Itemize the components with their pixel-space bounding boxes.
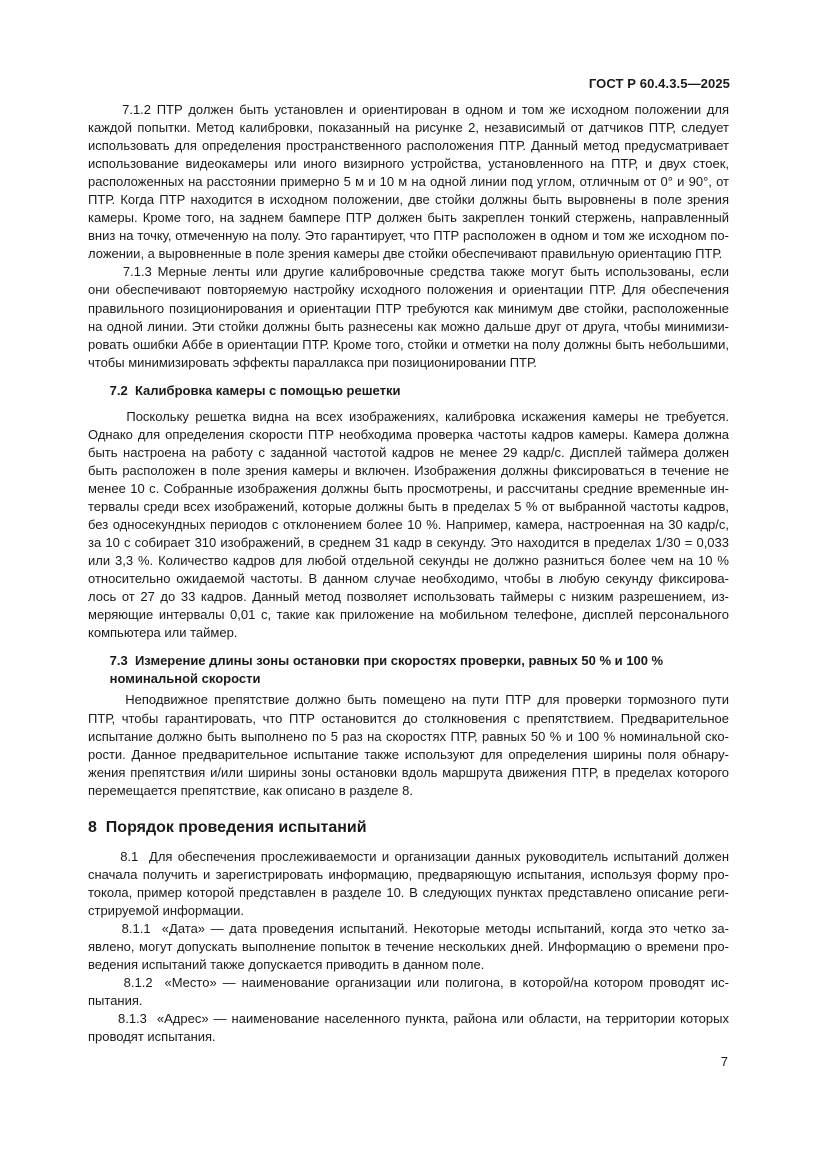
text-line: ложении, а выровненные в поле зрения камеры две стойки обеспечивают правильную ориентацию ПТР. xyxy=(88,246,723,262)
text-line: Неподвижное препятствие должно быть помещено на пути ПТР для проверки тормозного пути xyxy=(88,692,729,708)
heading-line: номинальной скорости xyxy=(88,671,261,687)
text-line: меряющие интервалы 0,01 с, такие как приложение на мобильном телефоне, дисплей персонального xyxy=(88,607,729,623)
text-line: Однако для определения скорости ПТР необходима проверка частоты кадров камеры. Камера должна xyxy=(88,426,729,442)
paragraph-p72 xyxy=(88,408,729,643)
paragraph-p813 xyxy=(88,1010,729,1046)
text-line: без односекундных периодов с отклонением более 10 %. Например, камера, настроенная на 30 кадр/с, xyxy=(88,517,729,533)
text-line: явлено, могут допускать выполнение попыток в течение нескольких дней. Информацию о времени про- xyxy=(88,938,729,954)
page-body xyxy=(88,101,729,1046)
text-line: жения препятствия и/или ширины зоны остановки вдоль маршрута движения ПТР, в пределах которого xyxy=(88,764,729,780)
heading-line: 7.2 Калибровка камеры с помощью решетки xyxy=(88,382,401,398)
text-line: испытание должно быть выполнено по 5 раз на скоростях ПТР, равных 50 % и 100 % номинальной ско- xyxy=(88,728,729,744)
text-line: 7.1.3 Мерные ленты или другие калибровочные средства также могут быть использованы, если xyxy=(88,264,729,280)
text-line: менее 10 с. Собранные изображения должны быть просмотрены, и рассчитаны средние временные ин- xyxy=(88,480,729,496)
text-line: быть расположен в поле зрения камеры и включен. Изображения должны фиксироваться в течение не xyxy=(88,462,729,478)
text-line: стрируемой информации. xyxy=(88,902,244,918)
text-line: ПТР. Когда ПТР находится в исходном положении, две стойки должны быть выровнены в поле зрения xyxy=(88,192,729,208)
text-line: лось от 27 до 33 кадров. Данный метод позволяет использовать таймеры с низким разрешением, из- xyxy=(88,589,729,605)
text-line: рости. Данное предварительное испытание также используют для определения ширины поля обнару- xyxy=(88,746,729,762)
text-line: перемещается препятствие, как описано в разделе 8. xyxy=(88,782,413,798)
section-heading: 8 Порядок проведения испытаний xyxy=(88,818,367,836)
text-line: вниз на точку, отмеченную на полу. Это гарантирует, что ПТР расположен в одном и том же исходном по- xyxy=(88,228,729,244)
paragraph-p812 xyxy=(88,974,729,1010)
text-line: относительно ожидаемой частоты. В данном случае необходимо, чтобы в любую секунду фиксирова- xyxy=(88,571,729,587)
spacer xyxy=(88,400,729,408)
page-number: 7 xyxy=(720,1054,728,1069)
paragraph-p713 xyxy=(88,263,729,371)
heading-line: 7.3 Измерение длины зоны остановки при скоростях проверки, равных 50 % и 100 % xyxy=(88,653,664,669)
text-line: использовать для определения пространственного расположения ПТР. Данный метод предусматривает xyxy=(88,138,729,154)
text-line: за 10 с собирает 310 изображений, в среднем 31 кадр в секунду. Это находится в пределах 1/30 = 0,033 xyxy=(88,535,729,551)
spacer xyxy=(88,839,729,848)
text-line: 8.1.3 «Адрес» — наименование населенного пункта, района или области, на территории которых xyxy=(88,1011,729,1027)
text-line: чтобы минимизировать эффекты параллакса при позиционировании ПТР. xyxy=(88,354,537,370)
paragraph-h73 xyxy=(88,652,729,688)
text-line: они обеспечивают повторяемую настройку исходного положения и ориентации ПТР. Для обеспечения xyxy=(88,282,729,298)
text-line: использование видеокамеры или иного визирного устройства, установленного на ПТР, и двух стоек, xyxy=(88,156,729,172)
paragraph-h8 xyxy=(88,817,729,839)
text-line: ровать ошибки Аббе в ориентации ПТР. Кроме того, стойки и отметки на полу должны быть небольшими, xyxy=(88,336,729,352)
text-line: токола, пример которой представлен в разделе 10. В следующих пунктах представлено описание реги- xyxy=(88,884,729,900)
text-line: 7.1.2 ПТР должен быть установлен и ориентирован в одном и том же исходном положении для xyxy=(88,102,729,117)
text-line: Поскольку решетка видна на всех изображениях, калибровка искажения камеры не требуется. xyxy=(88,408,729,424)
text-line: пытания. xyxy=(88,993,143,1009)
spacer xyxy=(88,800,729,817)
text-line: каждой попытки. Метод калибровки, показанный на рисунке 2, независимый от датчиков ПТР, следует xyxy=(88,120,729,136)
text-line: камеры. Кроме того, на заднем бампере ПТР должен быть закреплен тонкий стержень, направленный xyxy=(88,210,729,226)
text-line: 8.1.2 «Место» — наименование организации или полигона, в которой/на котором проводят ис- xyxy=(88,975,729,991)
text-line: ведения испытаний также допускается приводить в данном поле. xyxy=(88,957,485,973)
spacer xyxy=(88,642,729,652)
text-line: или 3,3 %. Количество кадров для любой отдельной секунды не должно разниться более чем на 10 % xyxy=(88,553,729,569)
paragraph-p712 xyxy=(88,101,729,263)
text-line: компьютера или таймер. xyxy=(88,625,238,641)
text-line: быть настроена на работу с заданной частотой кадров не менее 29 кадр/с. Дисплей таймера должен xyxy=(88,444,729,460)
spacer xyxy=(88,372,729,382)
text-line: на одной линии. Эти стойки должны быть разнесены как можно дальше друг от друга, чтобы минимизи- xyxy=(88,318,729,334)
text-line: расположенных на расстоянии примерно 5 м и 10 м на одной линии под углом, отличным от 0° и 90°, от xyxy=(88,174,729,190)
text-line: проводят испытания. xyxy=(88,1029,216,1045)
text-line: 8.1 Для обеспечения прослеживаемости и организации данных руководитель испытаний должен xyxy=(88,848,729,864)
paragraph-p81 xyxy=(88,848,729,920)
text-line: правильного позиционирования и ориентации ПТР требуются как минимум две стойки, расположенные xyxy=(88,300,729,316)
paragraph-h72 xyxy=(88,382,729,400)
text-line: ПТР, чтобы гарантировать, что ПТР остановится до столкновения с препятствием. Предварительное xyxy=(88,710,729,726)
text-line: сначала получить и зарегистрировать информацию, предваряющую испытания, используя форму про- xyxy=(88,866,729,882)
text-line: 8.1.1 «Дата» — дата проведения испытаний. Некоторые методы испытаний, когда это четко за- xyxy=(88,920,729,936)
paragraph-p811 xyxy=(88,920,729,974)
text-line: тервалы среди всех изображений, которые должны быть в пределах 5 % от выбранной частоты кадров, xyxy=(88,498,729,514)
paragraph-p73 xyxy=(88,691,729,799)
document-header-id: ГОСТ Р 60.4.3.5—2025 xyxy=(588,76,730,91)
